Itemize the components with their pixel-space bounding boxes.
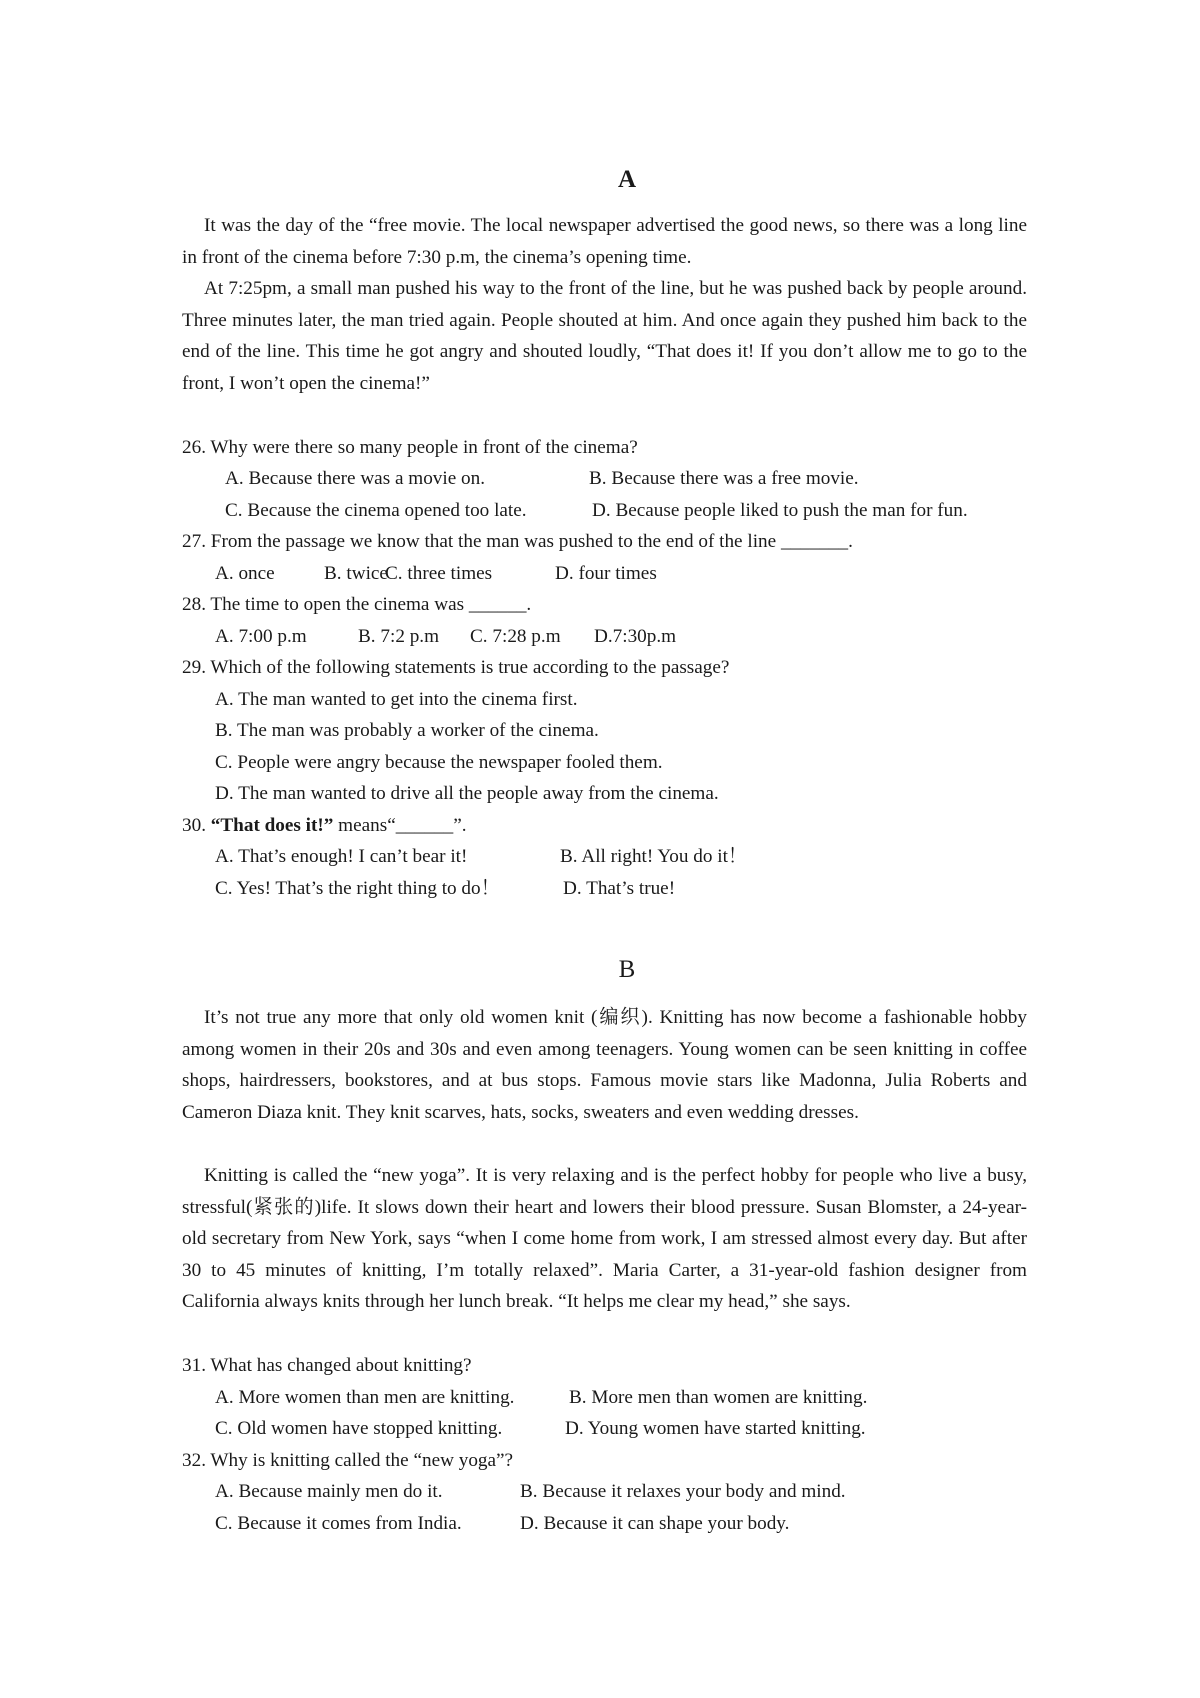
question-26-stem: 26. Why were there so many people in front of the cinema? <box>182 437 638 458</box>
question-28-option-d: D.7:30p.m <box>594 626 677 647</box>
question-28-option-c: C. 7:28 p.m <box>470 626 561 647</box>
question-27-stem: 27. From the passage we know that the man was pushed to the end of the line _______. <box>182 531 853 552</box>
question-26-option-a: A. Because there was a movie on. <box>225 468 486 489</box>
question-26-option-b: B. Because there was a free movie. <box>589 468 859 489</box>
question-29-option-a: A. The man wanted to get into the cinema first. <box>215 689 578 710</box>
question-31-option-a: A. More women than men are knitting. <box>215 1387 515 1408</box>
question-30-quoted-phrase: “That does it!” <box>210 815 334 836</box>
section-b-title: B <box>618 956 636 983</box>
question-26-option-c: C. Because the cinema opened too late. <box>225 500 527 521</box>
question-27-option-d: D. four times <box>555 563 657 584</box>
passage-b-paragraph-2: Knitting is called the “new yoga”. It is very relaxing and is the perfect hobby for people who live a busy, stressful(紧张的)life. It slows down their heart and lowers their blood pressure. Susan Blomster, a 24-year-old secretary from New York, says “when I come home from work, I am stressed almost every day. But after 30 to 45 minutes of knitting, I’m totally relaxed”. Maria Carter, a 31-year-old fashion designer from California always knits through her lunch break. “It helps me clear my head,” she says. <box>182 1165 1027 1313</box>
question-32-option-d: D. Because it can shape your body. <box>520 1513 790 1534</box>
question-32-option-c: C. Because it comes from India. <box>215 1513 462 1534</box>
question-29-stem: 29. Which of the following statements is true according to the passage? <box>182 657 730 678</box>
question-31-option-b: B. More men than women are knitting. <box>569 1387 868 1408</box>
question-32-option-b: B. Because it relaxes your body and mind. <box>520 1481 846 1502</box>
question-28-option-b: B. 7:2 p.m <box>358 626 440 647</box>
passage-a-paragraph-1: It was the day of the “free movie. The local newspaper advertised the good news, so there was a long line in front of the cinema before 7:30 p.m, the cinema’s opening time. <box>182 215 1027 268</box>
question-30-stem <box>182 810 467 842</box>
question-32-stem: 32. Why is knitting called the “new yoga”? <box>182 1450 514 1471</box>
question-30-option-a: A. That’s enough! I can’t bear it! <box>215 846 468 867</box>
question-31-option-c: C. Old women have stopped knitting. <box>215 1418 503 1439</box>
question-32-option-a: A. Because mainly men do it. <box>215 1481 443 1502</box>
section-a-title: A <box>617 166 637 193</box>
question-27-option-a: A. once <box>215 563 275 584</box>
question-30-number: 30. <box>182 815 211 836</box>
question-28-option-a: A. 7:00 p.m <box>215 626 307 647</box>
question-27-option-c: C. three times <box>385 563 493 584</box>
passage-b-paragraph-1: It’s not true any more that only old women knit (编织). Knitting has now become a fashionable hobby among women in their 20s and 30s and even among teenagers. Young women can be seen knitting in coffee shops, hairdressers, bookstores, and at bus stops. Famous movie stars like Madonna, Julia Roberts and Cameron Diaza knit. They knit scarves, hats, socks, sweaters and even wedding dresses. <box>182 1007 1027 1123</box>
question-31-stem: 31. What has changed about knitting? <box>182 1355 472 1376</box>
question-31-option-d: D. Young women have started knitting. <box>565 1418 866 1439</box>
question-29-option-d: D. The man wanted to drive all the people away from the cinema. <box>215 783 719 804</box>
question-30-stem-rest: means“______”. <box>333 815 467 836</box>
question-26-option-d: D. Because people liked to push the man for fun. <box>592 500 968 521</box>
question-27-option-b: B. twice <box>324 563 388 584</box>
question-28-stem: 28. The time to open the cinema was ______. <box>182 594 532 615</box>
question-29-option-b: B. The man was probably a worker of the cinema. <box>215 720 599 741</box>
question-30-option-d: D. That’s true! <box>563 878 676 899</box>
question-30-option-c: C. Yes! That’s the right thing to do！ <box>215 878 500 899</box>
question-30-option-b: B. All right! You do it！ <box>560 846 748 867</box>
question-29-option-c: C. People were angry because the newspaper fooled them. <box>215 752 663 773</box>
passage-a-paragraph-2: At 7:25pm, a small man pushed his way to the front of the line, but he was pushed back by people around. Three minutes later, the man tried again. People shouted at him. And once again they pushed him back to the end of the line. This time he got angry and shouted loudly, “That does it! If you don’t allow me to go to the front, I won’t open the cinema!” <box>182 278 1027 394</box>
